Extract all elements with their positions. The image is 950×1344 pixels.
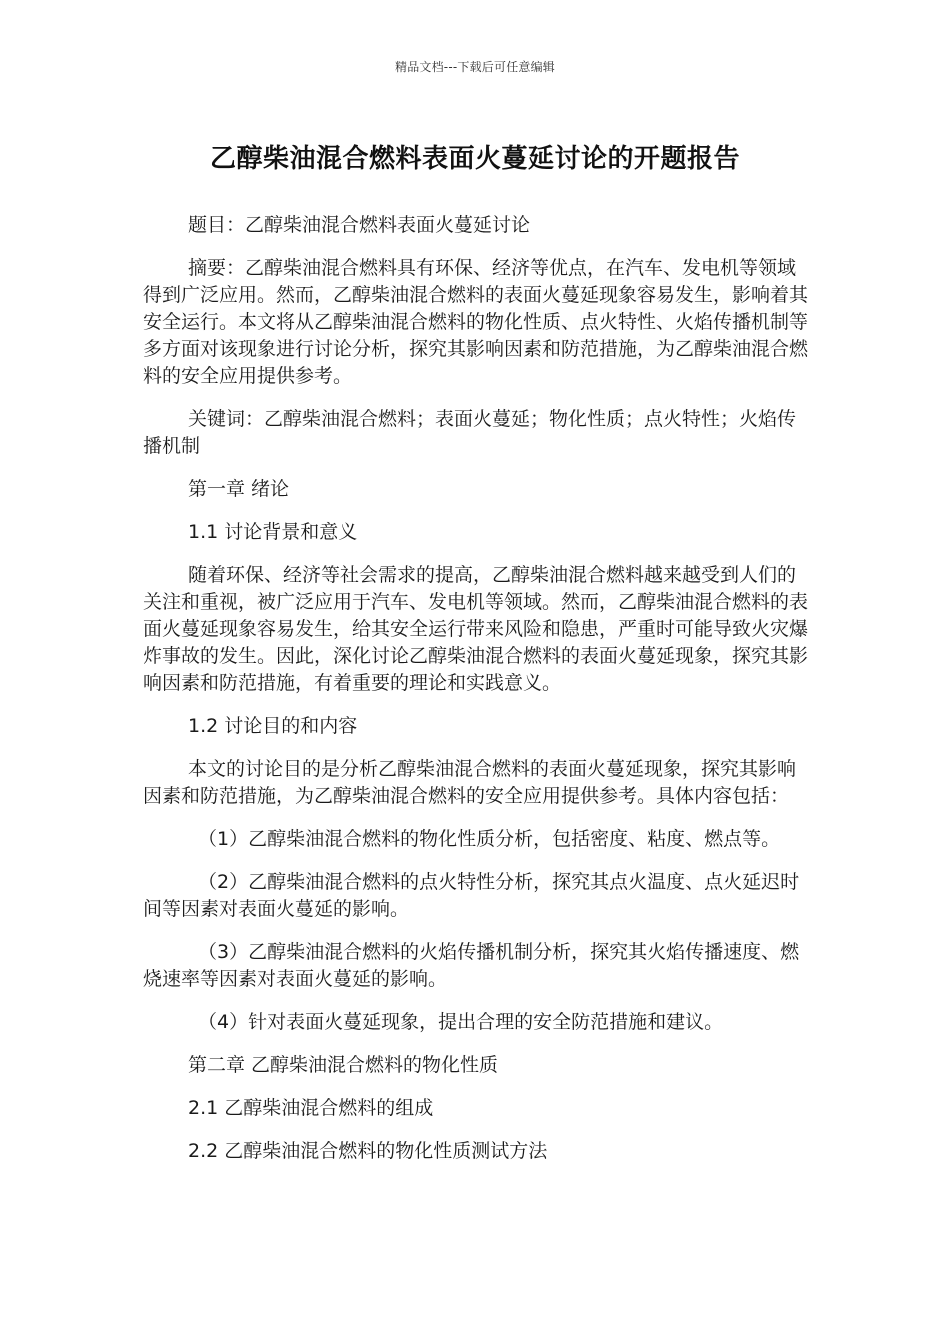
header-note: 精品文档---下载后可任意编辑 bbox=[395, 60, 555, 74]
purpose-paragraph: 本文的讨论目的是分析乙醇柴油混合燃料的表面火蔓延现象，探究其影响因素和防范措施，为乙醇柴油混合燃料的安全应用提供参考。具体内容包括： bbox=[143, 758, 797, 807]
document-body bbox=[143, 212, 813, 1181]
abstract-paragraph: 摘要：乙醇柴油混合燃料具有环保、经济等优点，在汽车、发电机等领域得到广泛应用。然而，乙醇柴油混合燃料的表面火蔓延现象容易发生，影响着其安全运行。本文将从乙醇柴油混合燃料的物化性质、点火特性、火焰传播机制等多方面对该现象进行讨论分析，探究其影响因素和防范措施，为乙醇柴油混合燃料的安全应用提供参考。 bbox=[143, 257, 809, 387]
section-2-2-heading: 2.2 乙醇柴油混合燃料的物化性质测试方法 bbox=[188, 1140, 548, 1162]
content-item-4: （4）针对表面火蔓延现象，提出合理的安全防范措施和建议。 bbox=[198, 1011, 724, 1033]
content-item-2: （2）乙醇柴油混合燃料的点火特性分析，探究其点火温度、点火延迟时间等因素对表面火蔓延的影响。 bbox=[143, 871, 800, 920]
background-paragraph: 随着环保、经济等社会需求的提高，乙醇柴油混合燃料越来越受到人们的关注和重视，被广泛应用于汽车、发电机等领域。然而，乙醇柴油混合燃料的表面火蔓延现象容易发生，给其安全运行带来风险和隐患，严重时可能导致火灾爆炸事故的发生。因此，深化讨论乙醇柴油混合燃料的表面火蔓延现象，探究其影响因素和防范措施，有着重要的理论和实践意义。 bbox=[143, 564, 809, 694]
content-item-1: （1）乙醇柴油混合燃料的物化性质分析，包括密度、粘度、燃点等。 bbox=[198, 828, 781, 850]
chapter-1-heading: 第一章 绪论 bbox=[188, 478, 290, 500]
chapter-2-heading: 第二章 乙醇柴油混合燃料的物化性质 bbox=[188, 1054, 499, 1076]
section-1-1-heading: 1.1 讨论背景和意义 bbox=[188, 521, 358, 543]
section-1-2-heading: 1.2 讨论目的和内容 bbox=[188, 715, 358, 737]
section-2-1-heading: 2.1 乙醇柴油混合燃料的组成 bbox=[188, 1097, 434, 1119]
document-title: 乙醇柴油混合燃料表面火蔓延讨论的开题报告 bbox=[209, 144, 740, 174]
topic-paragraph: 题目：乙醇柴油混合燃料表面火蔓延讨论 bbox=[188, 214, 531, 236]
content-item-3: （3）乙醇柴油混合燃料的火焰传播机制分析，探究其火焰传播速度、燃烧速率等因素对表面火蔓延的影响。 bbox=[143, 941, 800, 990]
keywords-paragraph: 关键词：乙醇柴油混合燃料；表面火蔓延；物化性质；点火特性；火焰传播机制 bbox=[143, 408, 797, 457]
